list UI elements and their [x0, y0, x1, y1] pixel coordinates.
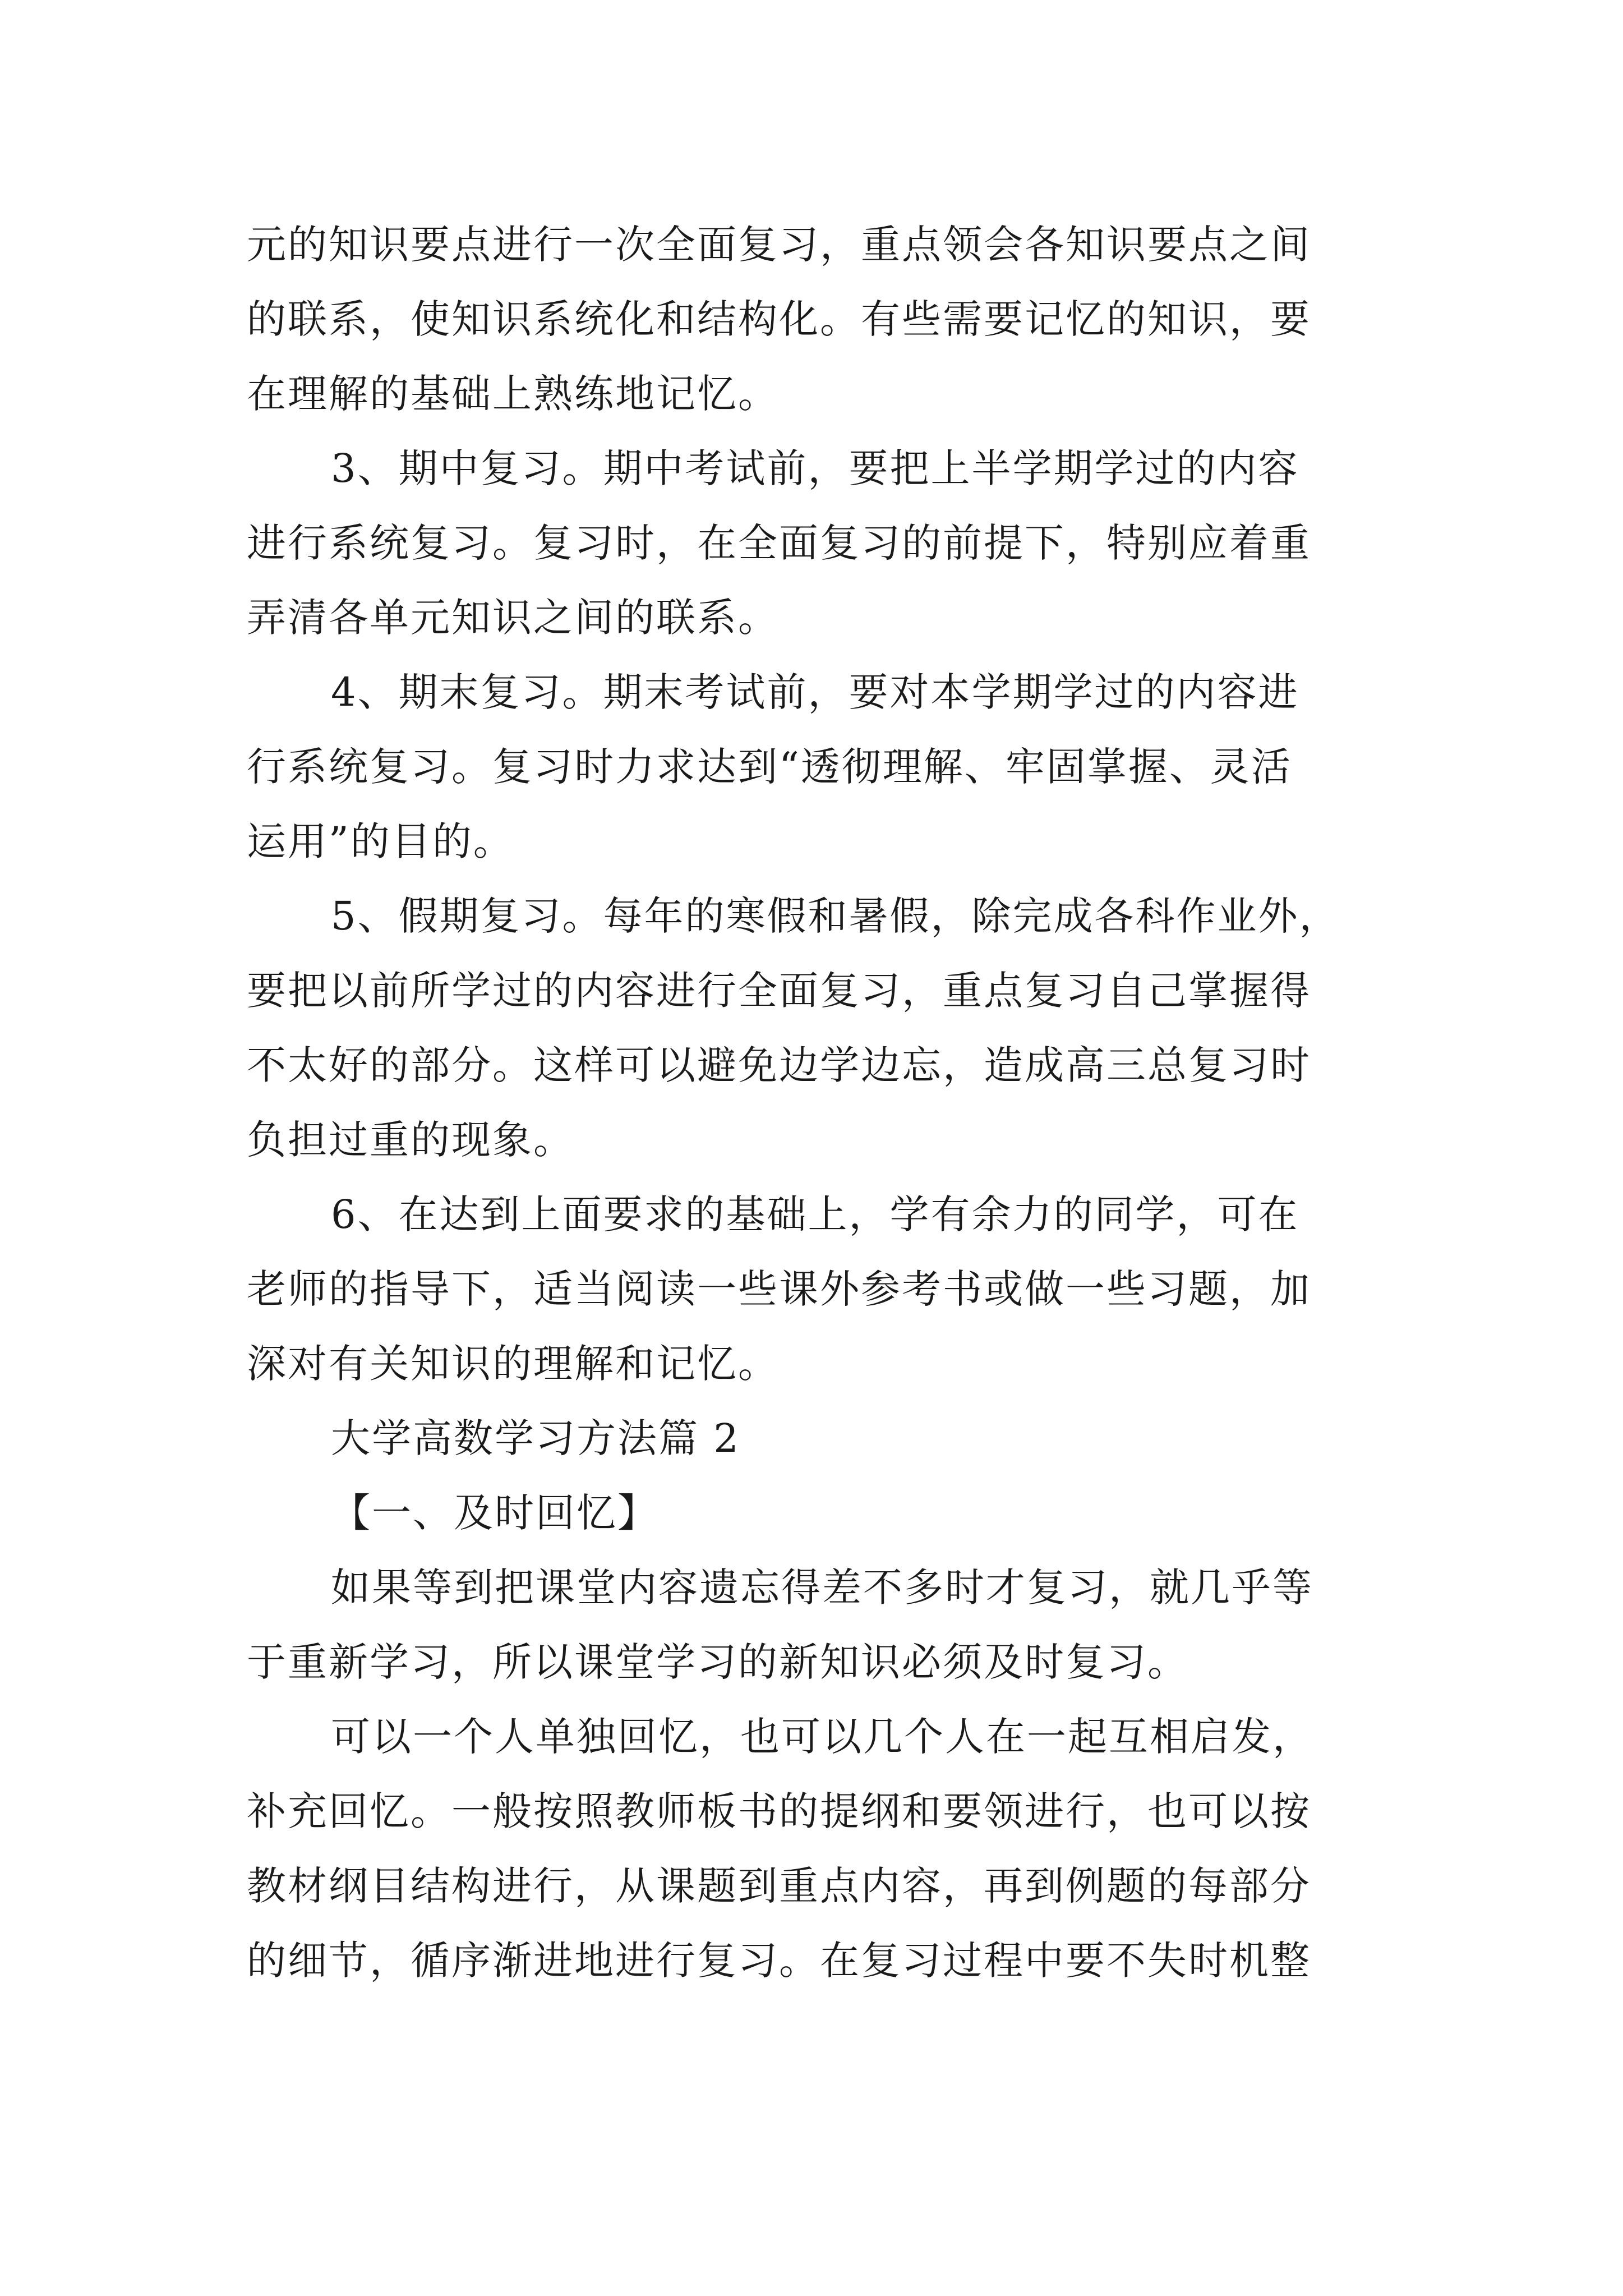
section-heading: 大学高数学习方法篇 2 [331, 1415, 740, 1461]
text-line: 运用”的目的。 [247, 818, 514, 864]
paragraph-start-line: 5、假期复习。每年的寒假和暑假，除完成各科作业外， [331, 893, 1340, 939]
text-line: 要把以前所学过的内容进行全面复习，重点复习自己掌握得 [247, 968, 1311, 1014]
text-line: 的细节，循序渐进地进行复习。在复习过程中要不失时机整 [247, 1938, 1311, 1984]
text-line: 负担过重的现象。 [247, 1117, 574, 1163]
text-line: 行系统复习。复习时力求达到“透彻理解、牢固掌握、灵活 [247, 744, 1292, 790]
text-line: 于重新学习，所以课堂学习的新知识必须及时复习。 [247, 1639, 1188, 1685]
paragraph-start-line: 4、期末复习。期末考试前，要对本学期学过的内容进 [331, 669, 1299, 715]
text-line: 补充回忆。一般按照教师板书的提纲和要领进行，也可以按 [247, 1788, 1311, 1834]
text-line: 在理解的基础上熟练地记忆。 [247, 371, 779, 417]
text-line: 教材纲目结构进行，从课题到重点内容，再到例题的每部分 [247, 1863, 1311, 1909]
text-line: 元的知识要点进行一次全面复习，重点领会各知识要点之间 [247, 222, 1311, 268]
document-body [247, 208, 1413, 1998]
text-line: 深对有关知识的理解和记忆。 [247, 1341, 779, 1387]
text-line: 进行系统复习。复习时，在全面复习的前提下，特别应着重 [247, 520, 1311, 566]
paragraph-start-line: 6、在达到上面要求的基础上，学有余力的同学，可在 [331, 1191, 1299, 1237]
subsection-heading: 【一、及时回忆】 [331, 1490, 658, 1536]
paragraph-start-line: 如果等到把课堂内容遗忘得差不多时才复习，就几乎等 [331, 1565, 1313, 1611]
text-line: 的联系，使知识系统化和结构化。有些需要记忆的知识，要 [247, 296, 1311, 342]
text-line: 老师的指导下，适当阅读一些课外参考书或做一些习题，加 [247, 1266, 1311, 1312]
text-line: 弄清各单元知识之间的联系。 [247, 595, 779, 641]
paragraph-start-line: 可以一个人单独回忆，也可以几个人在一起互相启发， [331, 1714, 1313, 1760]
paragraph-start-line: 3、期中复习。期中考试前，要把上半学期学过的内容 [331, 445, 1299, 491]
text-line: 不太好的部分。这样可以避免边学边忘，造成高三总复习时 [247, 1042, 1311, 1088]
